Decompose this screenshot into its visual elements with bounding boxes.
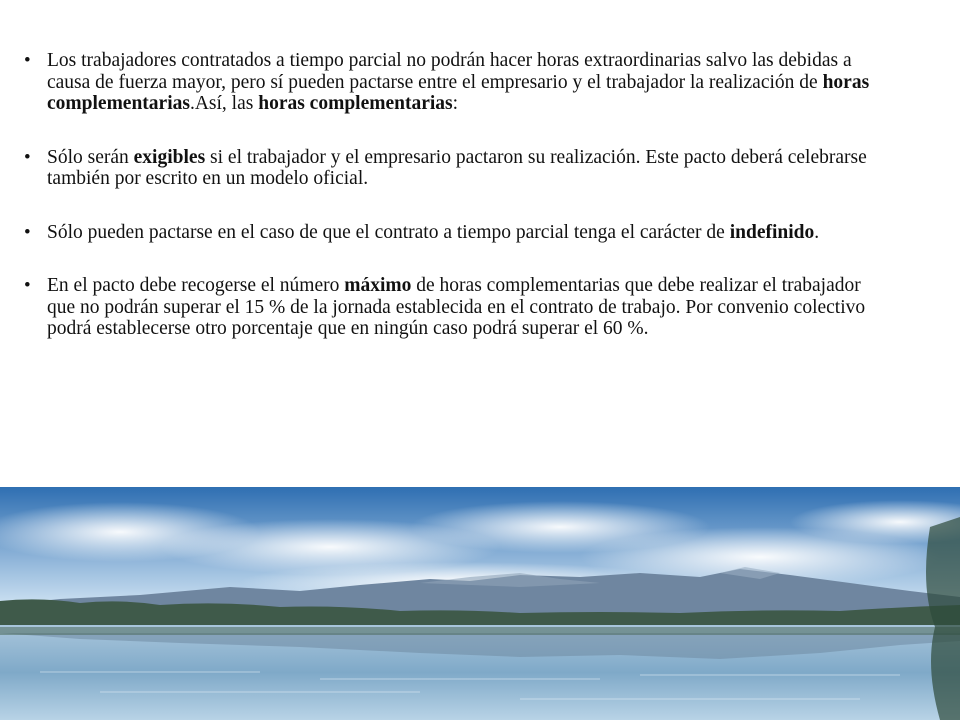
bullet-1-text-3: : (452, 93, 459, 114)
mountain-lake-landscape-icon (0, 487, 960, 720)
bullet-3-text: Sólo pueden pactarse en el caso de que el contrato a tiempo parcial tenga el carácter de (47, 221, 730, 243)
bullet-dot-icon: • (24, 221, 31, 243)
bullet-item-4 (22, 275, 892, 340)
bullet-1-bold-2: horas complementarias (258, 93, 453, 114)
bullet-1-text-2: .Así, las (189, 93, 259, 114)
bullet-1-text: Los trabajadores contratados a tiempo parcial no podrán hacer horas extraordinarias salvo las debidas a causa de fuerza mayor, pero sí pueden pactarse entre el empresario y el trabajador la realización de (47, 50, 852, 93)
bullet-3-text-2: . (814, 221, 820, 243)
bullet-item-3 (22, 222, 892, 244)
bullet-3-bold-1: indefinido (729, 221, 815, 243)
bullet-list (22, 50, 892, 340)
bullet-dot-icon: • (24, 275, 31, 296)
bullet-4-text-2: de horas complementarias que debe realizar el trabajador que no podrán superar el 15 % de la jornada establecida en el contrato de trabajo. Por convenio colectivo podrá establecerse otro porcentaje que en ningún caso podrá superar el 60 %. (47, 275, 866, 339)
bullet-2-text: Sólo serán (47, 146, 134, 168)
bullet-2-bold-1: exigibles (133, 146, 206, 168)
bullet-2-text-2: si el trabajador y el empresario pactaron su realización. Este pacto deberá celebrarse también por escrito en un modelo oficial. (47, 146, 867, 189)
bullet-4-text: En el pacto debe recogerse el número (47, 275, 345, 296)
bullet-item-1 (22, 50, 892, 115)
text-content (22, 50, 892, 372)
bullet-item-2 (22, 147, 892, 190)
bullet-dot-icon: • (24, 146, 31, 168)
bullet-4-bold-1: máximo (344, 275, 412, 296)
bullet-dot-icon: • (24, 50, 31, 71)
bullet-1-bold-1: horas complementarias (47, 71, 870, 114)
